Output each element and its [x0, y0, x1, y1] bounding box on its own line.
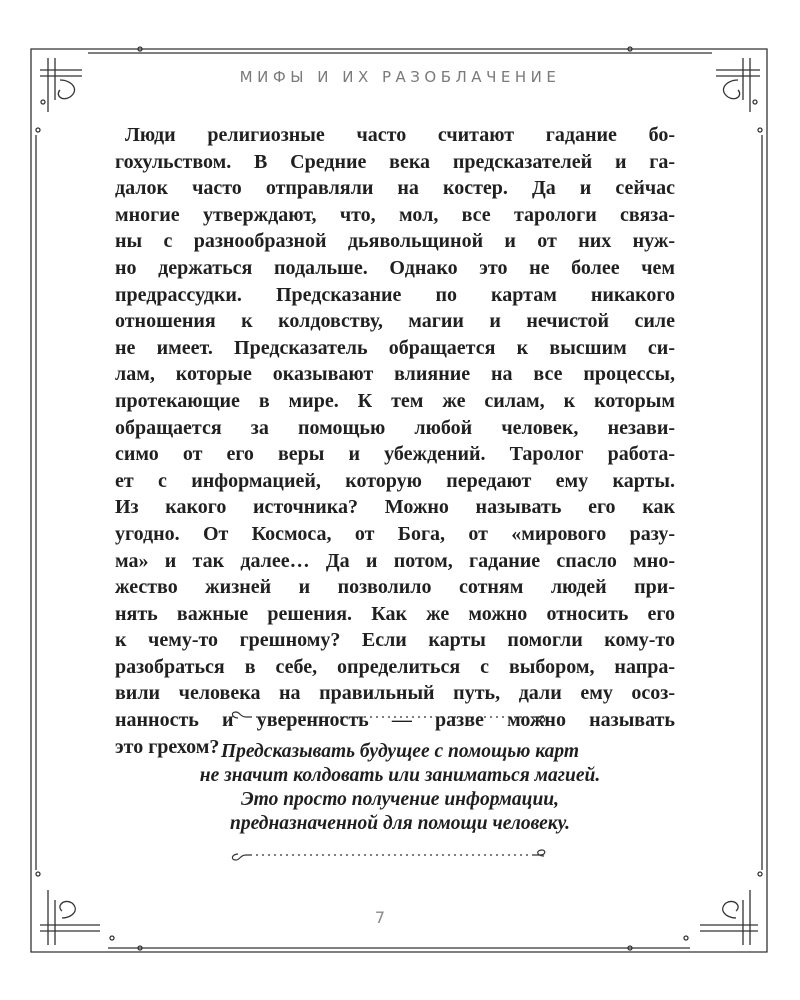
body-line: нанность и уверенность — разве можно называть [115, 709, 675, 732]
ornamental-divider-top [0, 706, 800, 726]
body-line: лам, которые оказывают влияние на все процессы, [115, 363, 675, 386]
quote-line: Предсказывать будущее с помощью карт [220, 741, 580, 762]
body-line: к чему-то грешному? Если карты помогли кому-то [115, 629, 675, 652]
pull-quote [0, 740, 800, 836]
body-paragraph [115, 122, 675, 760]
body-line: разобраться в себе, определиться с выбором, напра- [115, 655, 675, 678]
ornamental-divider-bottom [0, 846, 800, 866]
body-line: вили человека на правильный путь, дали ему осоз- [115, 682, 675, 705]
quote-line: Это просто получение информации, [240, 789, 560, 810]
body-line: многие утверждают, что, мол, все тарологи связа- [115, 203, 675, 226]
body-line: это грехом? [115, 735, 220, 758]
body-line: Из какого источника? Можно называть его как [115, 496, 675, 519]
body-line: гохульством. В Средние века предсказателей и га- [115, 150, 675, 173]
body-line: ет с информацией, которую передают ему карты. [115, 469, 675, 492]
body-line: симо от его веры и убеждений. Таролог работа- [115, 443, 675, 466]
body-line: нять важные решения. Как же можно относить его [115, 602, 675, 625]
body-line: протекающие в мире. К тем же силам, к которым [115, 389, 675, 412]
body-line: но держаться подальше. Однако это не более чем [115, 256, 675, 279]
running-header: МИФЫ И ИХ РАЗОБЛАЧЕНИЕ [239, 68, 561, 86]
body-line: жество жизней и позволило сотням людей при- [115, 576, 675, 599]
body-line: не имеет. Предсказатель обращается к высшим си- [115, 336, 675, 359]
corner-ornament-top-right [628, 47, 767, 132]
body-line: угодно. От Космоса, от Бога, от «мирового разу- [115, 522, 675, 545]
quote-line: не значит колдовать или заниматься магией. [199, 765, 601, 786]
page-number: 7 [374, 908, 386, 927]
body-line: предрассудки. Предсказание по картам никакого [115, 283, 675, 306]
body-line: далок часто отправляли на костер. Да и сейчас [115, 177, 675, 200]
corner-ornament-top-left [31, 47, 142, 132]
body-line: ны с разнообразной дьявольщиной и от них нуж- [115, 230, 675, 253]
body-line: обращается за помощью любой человек, незави- [115, 416, 675, 439]
body-line: ма» и так далее… Да и потом, гадание спасло мно- [115, 549, 675, 572]
body-line: Люди религиозные часто считают гадание бо- [125, 124, 675, 146]
body-line: отношения к колдовству, магии и нечистой силе [115, 310, 675, 333]
quote-line: предназначенной для помощи человеку. [230, 813, 570, 834]
